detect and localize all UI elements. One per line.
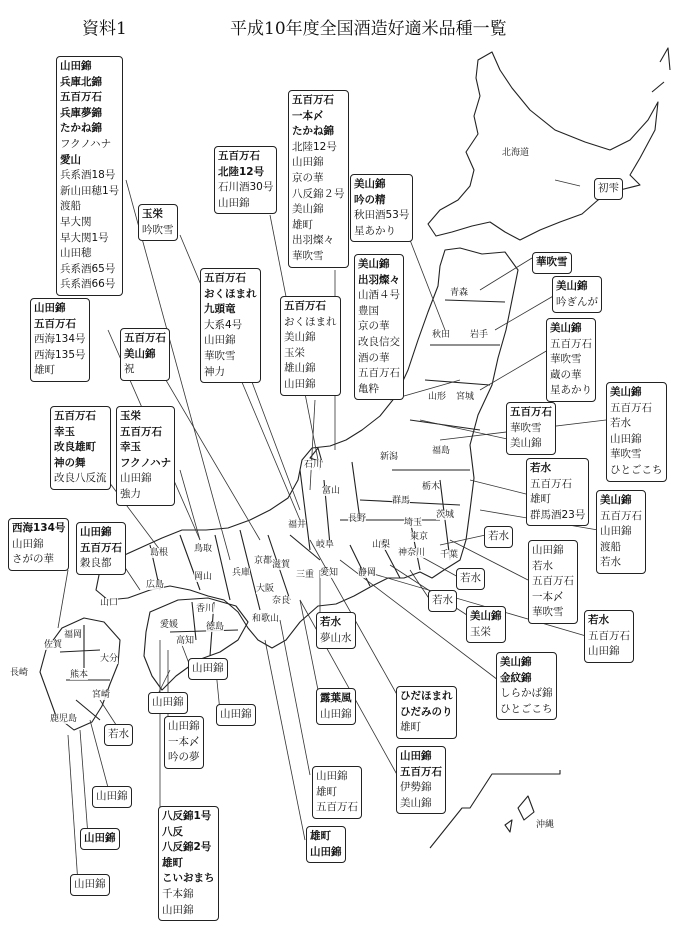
variety-box-mie bbox=[316, 688, 356, 725]
prefecture-label: 秋田 bbox=[432, 330, 451, 340]
variety-box-iwate bbox=[552, 276, 602, 313]
prefecture-label: 北海道 bbox=[502, 148, 530, 158]
rice-variety: 京の華 bbox=[358, 320, 390, 333]
rice-variety: たかね錦 bbox=[292, 125, 334, 138]
prefecture-label: 愛媛 bbox=[160, 620, 179, 630]
rice-variety: ひとごこち bbox=[500, 702, 553, 715]
prefecture-label: 福井 bbox=[288, 520, 307, 530]
variety-box-niigata bbox=[506, 402, 556, 455]
prefecture-label: 鹿児島 bbox=[50, 714, 78, 724]
prefecture-label: 香川 bbox=[196, 604, 215, 614]
rice-variety: 五百万石 bbox=[530, 477, 572, 490]
rice-variety: 穀良都 bbox=[80, 557, 112, 570]
rice-variety: 山田錦 bbox=[192, 662, 224, 674]
rice-variety: 雄町 bbox=[292, 218, 313, 231]
prefecture-label: 宮城 bbox=[456, 392, 475, 402]
prefecture-label: 徳島 bbox=[206, 622, 225, 632]
rice-variety: 吟の夢 bbox=[168, 751, 200, 764]
rice-variety: 石川酒30号 bbox=[218, 181, 274, 194]
variety-box-saitama bbox=[456, 568, 485, 590]
prefecture-label: 山形 bbox=[428, 392, 447, 402]
rice-variety: 山田錦 bbox=[600, 525, 632, 538]
rice-variety: 星あかり bbox=[550, 384, 592, 397]
rice-variety: 亀粋 bbox=[358, 382, 379, 395]
rice-variety: 金紋錦 bbox=[500, 671, 532, 684]
rice-variety: 山田錦 bbox=[204, 334, 236, 347]
variety-box-hiroshima bbox=[158, 806, 219, 921]
rice-variety: 五百万石 bbox=[400, 765, 442, 778]
rice-variety: 神の舞 bbox=[54, 456, 86, 469]
rice-variety: 美山錦 bbox=[510, 437, 542, 450]
rice-variety: 一本〆 bbox=[168, 735, 200, 748]
prefecture-label: 愛知 bbox=[320, 568, 339, 578]
rice-variety: 美山錦 bbox=[400, 796, 432, 809]
rice-variety: 山田錦 bbox=[60, 60, 92, 72]
rice-variety: 改良信交 bbox=[358, 335, 400, 348]
rice-variety: 吟ぎんが bbox=[556, 295, 598, 308]
rice-variety: 西海135号 bbox=[34, 348, 86, 361]
prefecture-label: 東京 bbox=[410, 532, 429, 542]
rice-variety: 大系4号 bbox=[204, 318, 243, 331]
rice-variety: たかね錦 bbox=[60, 122, 102, 135]
prefecture-label: 長野 bbox=[348, 514, 367, 524]
variety-box-kagawa bbox=[188, 658, 228, 680]
rice-variety: 五百万石 bbox=[124, 332, 166, 344]
rice-variety: 美山錦 bbox=[284, 331, 316, 344]
rice-variety: 蔵の華 bbox=[550, 368, 582, 381]
rice-variety: 若水 bbox=[532, 559, 553, 572]
rice-variety: 五百万石 bbox=[34, 317, 76, 330]
variety-box-nagano bbox=[496, 652, 557, 720]
variety-box-tochigi bbox=[526, 458, 589, 526]
rice-variety: ひだほまれ bbox=[400, 690, 453, 702]
rice-variety: 山田錦 bbox=[12, 537, 44, 550]
rice-variety: 若水 bbox=[460, 572, 481, 584]
rice-variety: 群馬酒23号 bbox=[530, 508, 586, 521]
prefecture-label: 佐賀 bbox=[44, 640, 63, 650]
rice-variety: 五百万石 bbox=[550, 337, 592, 350]
rice-variety: 若水 bbox=[432, 594, 453, 606]
rice-variety: ひだみのり bbox=[400, 705, 453, 718]
rice-variety: 美山錦 bbox=[358, 258, 390, 270]
rice-variety: 九頭竜 bbox=[204, 303, 236, 316]
rice-variety: 玉栄 bbox=[142, 208, 163, 220]
prefecture-label: 石川 bbox=[304, 460, 323, 470]
rice-variety: 若水 bbox=[320, 616, 341, 628]
rice-variety: 山田錦 bbox=[400, 750, 432, 762]
rice-variety: 玉栄 bbox=[284, 346, 305, 359]
rice-variety: 千本錦 bbox=[162, 887, 194, 900]
prefecture-label: 千葉 bbox=[440, 550, 459, 560]
prefecture-label: 広島 bbox=[146, 580, 165, 590]
rice-variety: 八反錦1号 bbox=[162, 810, 212, 822]
rice-variety: 祝 bbox=[124, 363, 135, 376]
rice-variety: 美山錦 bbox=[354, 178, 386, 190]
prefecture-label: 栃木 bbox=[422, 482, 441, 492]
prefecture-label: 茨城 bbox=[436, 510, 455, 520]
prefecture-label: 群馬 bbox=[392, 496, 411, 506]
variety-box-gunma bbox=[484, 526, 513, 548]
rice-variety: 美山錦 bbox=[500, 656, 532, 668]
prefecture-label: 高知 bbox=[176, 636, 195, 646]
variety-box-shimane bbox=[50, 406, 111, 490]
rice-variety: 五百万石 bbox=[292, 94, 334, 106]
variety-box-kyoto bbox=[120, 328, 170, 381]
variety-box-miyazaki bbox=[104, 724, 133, 746]
prefecture-label: 奈良 bbox=[272, 596, 291, 606]
variety-box-fukuoka bbox=[8, 518, 69, 571]
rice-variety: 吟吹雪 bbox=[142, 223, 174, 236]
rice-variety: 露葉風 bbox=[320, 692, 352, 704]
rice-variety: 五百万石 bbox=[358, 367, 400, 380]
variety-box-nara bbox=[312, 766, 362, 819]
rice-variety: 早大関1号 bbox=[60, 231, 109, 244]
variety-box-aichi bbox=[316, 612, 356, 649]
page-title: 平成10年度全国酒造好適米品種一覧 bbox=[230, 19, 507, 39]
rice-variety: 華吹雪 bbox=[536, 256, 568, 268]
prefecture-label: 沖縄 bbox=[536, 820, 555, 830]
hokkaido-outline bbox=[428, 52, 658, 240]
prefecture-label: 福島 bbox=[432, 446, 451, 456]
rice-variety: 雄町 bbox=[400, 721, 421, 734]
rice-variety: 山田錦 bbox=[316, 770, 348, 782]
rice-variety: 西海134号 bbox=[34, 333, 86, 346]
rice-variety: 五百万石 bbox=[218, 150, 260, 162]
rice-variety: 八反錦2号 bbox=[162, 841, 212, 854]
variety-box-okayama bbox=[30, 298, 90, 382]
rice-variety: 秋田酒53号 bbox=[354, 209, 410, 222]
rice-variety: 五百万石 bbox=[80, 541, 122, 554]
rice-variety: 若水 bbox=[600, 556, 621, 569]
variety-box-tottori bbox=[116, 406, 175, 506]
variety-box-yamaguchi bbox=[76, 522, 126, 575]
variety-box-ehime bbox=[164, 716, 204, 769]
prefecture-label: 兵庫 bbox=[232, 568, 251, 578]
variety-box-miyagi bbox=[546, 318, 596, 402]
rice-variety: 若水 bbox=[588, 614, 609, 626]
rice-variety: 山田錦 bbox=[120, 472, 152, 485]
rice-variety: 五百万石 bbox=[610, 401, 652, 414]
rice-variety: 早大関 bbox=[60, 215, 92, 228]
variety-box-shiga bbox=[138, 204, 178, 241]
rice-variety: 美山錦 bbox=[124, 347, 156, 360]
rice-variety: 華吹雪 bbox=[292, 249, 324, 262]
prefecture-label: 静岡 bbox=[358, 568, 377, 578]
variety-box-kanagawa bbox=[428, 590, 457, 612]
rice-variety: 五百万石 bbox=[588, 629, 630, 642]
rice-variety: 幸玉 bbox=[120, 441, 141, 454]
rice-variety: しらかば錦 bbox=[500, 687, 553, 700]
rice-variety: 五百万石 bbox=[532, 575, 574, 588]
rice-variety: 雄町 bbox=[162, 856, 183, 869]
variety-box-kagoshima bbox=[70, 874, 110, 896]
prefecture-label: 三重 bbox=[296, 570, 315, 580]
rice-variety: 山田錦 bbox=[34, 302, 66, 314]
rice-variety: 五百万石 bbox=[60, 91, 102, 104]
prefecture-label: 京都 bbox=[254, 556, 273, 566]
rice-variety: 山田錦 bbox=[218, 196, 250, 209]
variety-box-kochi bbox=[148, 692, 188, 714]
rice-variety: 改良八反流 bbox=[54, 472, 107, 485]
rice-variety: 山田錦 bbox=[220, 708, 252, 720]
rice-variety: 美山錦 bbox=[610, 386, 642, 398]
prefecture-label: 埼玉 bbox=[404, 518, 423, 528]
rice-variety: 山田錦 bbox=[532, 544, 564, 556]
prefecture-label: 山口 bbox=[100, 598, 119, 608]
rice-variety: こいおまち bbox=[162, 872, 215, 885]
prefecture-label: 岩手 bbox=[470, 330, 489, 340]
rice-variety: 美山錦 bbox=[600, 494, 632, 506]
rice-variety: 雄町 bbox=[34, 364, 55, 377]
rice-variety: 若水 bbox=[488, 530, 509, 542]
prefecture-label: 青森 bbox=[450, 288, 469, 298]
rice-variety: 兵庫北錦 bbox=[60, 75, 102, 88]
rice-variety: 伊勢錦 bbox=[400, 781, 432, 794]
rice-variety: 山田錦 bbox=[152, 696, 184, 708]
rice-variety: 華吹雪 bbox=[204, 349, 236, 362]
rice-variety: 愛山 bbox=[60, 153, 81, 166]
prefecture-label: 熊本 bbox=[70, 670, 89, 680]
rice-variety: 山田錦 bbox=[284, 377, 316, 390]
prefecture-label: 大分 bbox=[100, 654, 119, 664]
rice-variety: 山田錦 bbox=[74, 878, 106, 890]
rice-variety: 北陸12号 bbox=[292, 140, 337, 153]
variety-box-fukushima bbox=[606, 382, 667, 482]
variety-box-tokushima bbox=[216, 704, 256, 726]
rice-variety: 五百万石 bbox=[284, 300, 326, 312]
rice-variety: 美山錦 bbox=[470, 610, 502, 622]
rice-variety: 山田錦 bbox=[80, 526, 112, 538]
rice-variety: 一本〆 bbox=[292, 109, 324, 122]
rice-variety: 若水 bbox=[108, 728, 129, 740]
rice-variety: 兵系酒66号 bbox=[60, 278, 116, 291]
variety-box-toyama bbox=[288, 90, 349, 268]
variety-box-hokkaido bbox=[594, 178, 623, 200]
variety-box-ishikawa bbox=[214, 146, 277, 214]
rice-variety: 五百万石 bbox=[120, 425, 162, 438]
rice-variety: 豊国 bbox=[358, 304, 379, 317]
rice-variety: 山田錦 bbox=[168, 720, 200, 732]
rice-variety: 美山錦 bbox=[292, 203, 324, 216]
rice-variety: 五百万石 bbox=[510, 406, 552, 418]
prefecture-label: 鳥取 bbox=[194, 544, 213, 554]
prefecture-label: 長崎 bbox=[10, 668, 29, 678]
rice-variety: 五百万石 bbox=[204, 272, 246, 284]
rice-variety: 山田穂 bbox=[60, 247, 92, 260]
rice-variety: 一本〆 bbox=[532, 590, 564, 603]
rice-variety: おくほまれ bbox=[284, 315, 337, 328]
rice-variety: 玉栄 bbox=[470, 625, 491, 638]
rice-variety: 五百万石 bbox=[600, 509, 642, 522]
rice-variety: 玉栄 bbox=[120, 410, 141, 422]
rice-variety: フクノハナ bbox=[60, 137, 112, 150]
rice-variety: 美山錦 bbox=[556, 280, 588, 292]
prefecture-label: 富山 bbox=[322, 486, 341, 496]
rice-variety: 華吹雪 bbox=[532, 606, 564, 619]
variety-box-wakayama bbox=[306, 826, 346, 863]
rice-variety: ひとごこち bbox=[610, 463, 663, 476]
variety-box-hyogo-main bbox=[56, 56, 123, 296]
rice-variety: 山田錦 bbox=[610, 432, 642, 445]
prefecture-label: 新潟 bbox=[380, 452, 399, 462]
rice-variety: さがの華 bbox=[12, 553, 54, 566]
rice-variety: 美山錦 bbox=[550, 322, 582, 334]
rice-variety: 改良雄町 bbox=[54, 441, 96, 454]
rice-variety: 山田錦 bbox=[320, 707, 352, 720]
rice-variety: 北陸12号 bbox=[218, 165, 265, 178]
document-label: 資料1 bbox=[82, 19, 127, 39]
rice-variety: 若水 bbox=[530, 462, 551, 474]
rice-variety: おくほまれ bbox=[204, 287, 257, 300]
variety-box-saga bbox=[92, 786, 132, 808]
rice-variety: 山酒４号 bbox=[358, 289, 400, 302]
rice-variety: 星あかり bbox=[354, 224, 396, 237]
prefecture-label: 宮崎 bbox=[92, 690, 111, 700]
rice-variety: 神力 bbox=[204, 365, 225, 378]
variety-box-aomori bbox=[532, 252, 572, 274]
rice-variety: 新山田穂1号 bbox=[60, 184, 120, 197]
rice-variety: 山田錦 bbox=[292, 156, 324, 169]
prefecture-label: 和歌山 bbox=[252, 614, 280, 624]
rice-variety: 夢山水 bbox=[320, 631, 352, 644]
prefecture-label: 岐阜 bbox=[316, 540, 335, 550]
rice-variety: 五百万石 bbox=[316, 801, 358, 814]
rice-variety: 兵系酒18号 bbox=[60, 169, 116, 182]
rice-variety: 華吹雪 bbox=[610, 448, 642, 461]
rice-variety: 八反錦２号 bbox=[292, 187, 345, 200]
prefecture-label: 岡山 bbox=[194, 572, 213, 582]
rice-variety: 山田錦 bbox=[310, 845, 342, 858]
variety-box-shizuoka bbox=[584, 610, 634, 663]
rice-variety: 雄町 bbox=[310, 830, 331, 842]
rice-variety: 山田錦 bbox=[162, 903, 194, 916]
rice-variety: 京の華 bbox=[292, 171, 324, 184]
rice-variety: 山田錦 bbox=[96, 790, 128, 802]
variety-box-nagano-west bbox=[200, 268, 261, 383]
prefecture-label: 山梨 bbox=[372, 540, 391, 550]
rice-variety: 華吹雪 bbox=[510, 421, 542, 434]
rice-variety: 兵系酒65号 bbox=[60, 262, 116, 275]
rice-variety: 雄山錦 bbox=[284, 362, 316, 375]
rice-variety: 華吹雪 bbox=[550, 353, 582, 366]
rice-variety: 幸玉 bbox=[54, 425, 75, 438]
prefecture-label: 島根 bbox=[150, 548, 169, 558]
rice-variety: 若水 bbox=[610, 417, 631, 430]
rice-variety: 兵庫夢錦 bbox=[60, 106, 102, 119]
rice-variety: 出羽燦々 bbox=[292, 234, 334, 247]
rice-variety: 雄町 bbox=[530, 493, 551, 506]
rice-variety: 渡船 bbox=[600, 540, 621, 553]
prefecture-label: 神奈川 bbox=[398, 548, 426, 558]
rice-variety: 吟の精 bbox=[354, 193, 386, 206]
variety-box-yamagata bbox=[354, 254, 404, 400]
variety-box-akita bbox=[350, 174, 413, 242]
rice-variety: 西海134号 bbox=[12, 522, 66, 534]
variety-box-ibaraki bbox=[596, 490, 646, 574]
rice-variety: 初雫 bbox=[598, 182, 619, 194]
variety-box-gifu bbox=[396, 686, 457, 739]
rice-variety: 出羽燦々 bbox=[358, 273, 400, 286]
rice-variety: 山田錦 bbox=[84, 832, 116, 844]
variety-box-osaka bbox=[396, 746, 446, 814]
variety-box-kumamoto bbox=[80, 828, 120, 850]
rice-variety: 強力 bbox=[120, 487, 141, 500]
rice-variety: 渡船 bbox=[60, 200, 81, 213]
variety-box-chiba bbox=[528, 540, 578, 624]
rice-variety: 山田錦 bbox=[588, 645, 620, 658]
rice-variety: 雄町 bbox=[316, 785, 337, 798]
rice-variety: フクノハナ bbox=[120, 456, 172, 469]
rice-variety: 五百万石 bbox=[54, 410, 96, 422]
prefecture-label: 大阪 bbox=[256, 584, 275, 594]
rice-variety: 酒の華 bbox=[358, 351, 390, 364]
prefecture-label: 滋賀 bbox=[272, 560, 291, 570]
prefecture-label: 福岡 bbox=[64, 630, 83, 640]
variety-box-fukui bbox=[280, 296, 341, 396]
okinawa-inset-frame bbox=[430, 770, 560, 848]
variety-box-yamanashi bbox=[466, 606, 506, 643]
rice-variety: 八反 bbox=[162, 825, 183, 838]
